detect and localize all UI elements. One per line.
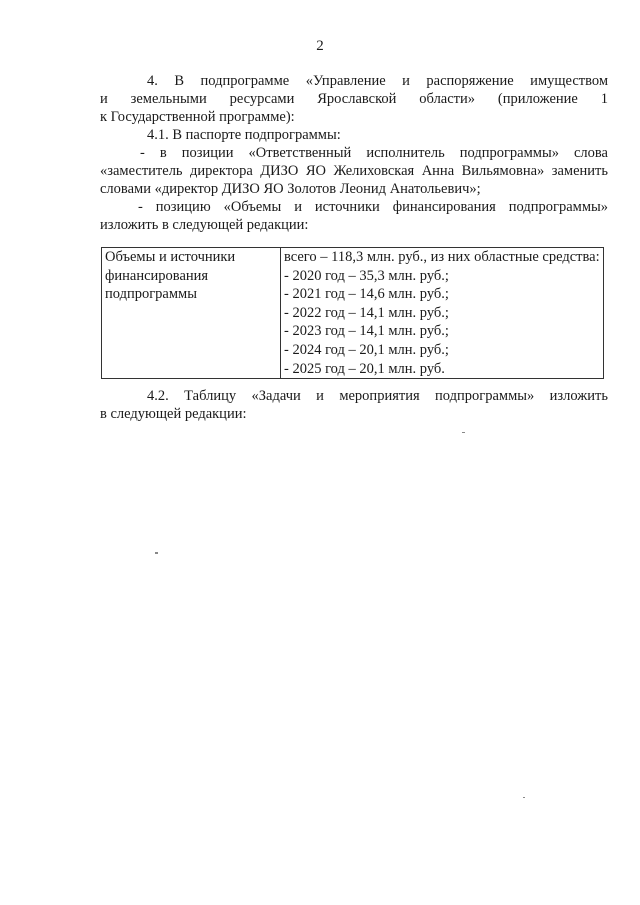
paragraph-line: 4.1. В паспорте подпрограммы: <box>147 127 341 143</box>
scan-speck <box>462 432 465 433</box>
paragraph-line: - в позиции «Ответственный исполнитель подпрограммы» слова <box>140 145 608 161</box>
page-number: 2 <box>316 38 324 54</box>
funding-year-line: - 2021 год – 14,6 млн. руб.; <box>284 286 449 303</box>
paragraph-passport <box>100 126 608 144</box>
scan-speck <box>155 552 158 554</box>
funding-year-line: - 2024 год – 20,1 млн. руб.; <box>284 341 449 358</box>
funding-table <box>101 247 604 379</box>
paragraph-line: - позицию «Объемы и источники финансирования подпрограммы» <box>138 199 608 215</box>
paragraph-line: к Государственной программе): <box>100 109 295 125</box>
funding-label-line: Объемы и источники <box>105 249 236 265</box>
funding-label-line: финансирования <box>105 267 209 284</box>
funding-label-cell <box>102 248 281 379</box>
paragraph-subprogram-intro <box>100 72 608 126</box>
paragraph-responsible-executor <box>100 144 608 198</box>
funding-total: всего – 118,3 млн. руб., из них областные средства: <box>284 249 600 265</box>
paragraph-line: и земельными ресурсами Ярославской области» (приложение 1 <box>100 91 608 107</box>
scan-speck <box>523 797 525 798</box>
funding-year-line: - 2020 год – 35,3 млн. руб.; <box>284 267 449 284</box>
paragraph-line: в следующей редакции: <box>100 406 247 422</box>
paragraph-tasks-table <box>100 387 608 423</box>
table-row <box>102 248 604 379</box>
funding-year-line: - 2023 год – 14,1 млн. руб.; <box>284 323 449 340</box>
funding-values-cell <box>281 248 604 379</box>
paragraph-line: 4.2. Таблицу «Задачи и мероприятия подпрограммы» изложить <box>147 388 608 404</box>
paragraph-line: 4. В подпрограмме «Управление и распоряжение имуществом <box>147 73 608 89</box>
paragraph-line: словами «директор ДИЗО ЯО Золотов Леонид Анатольевич»; <box>100 181 481 197</box>
funding-year-line: - 2025 год – 20,1 млн. руб. <box>284 360 445 377</box>
paragraph-line: изложить в следующей редакции: <box>100 217 309 233</box>
funding-label-line: подпрограммы <box>105 286 197 303</box>
paragraph-line: «заместитель директора ДИЗО ЯО Желиховская Анна Вильямовна» заменить <box>100 163 608 179</box>
funding-year-line: - 2022 год – 14,1 млн. руб.; <box>284 304 449 321</box>
paragraph-funding-position <box>100 198 608 234</box>
